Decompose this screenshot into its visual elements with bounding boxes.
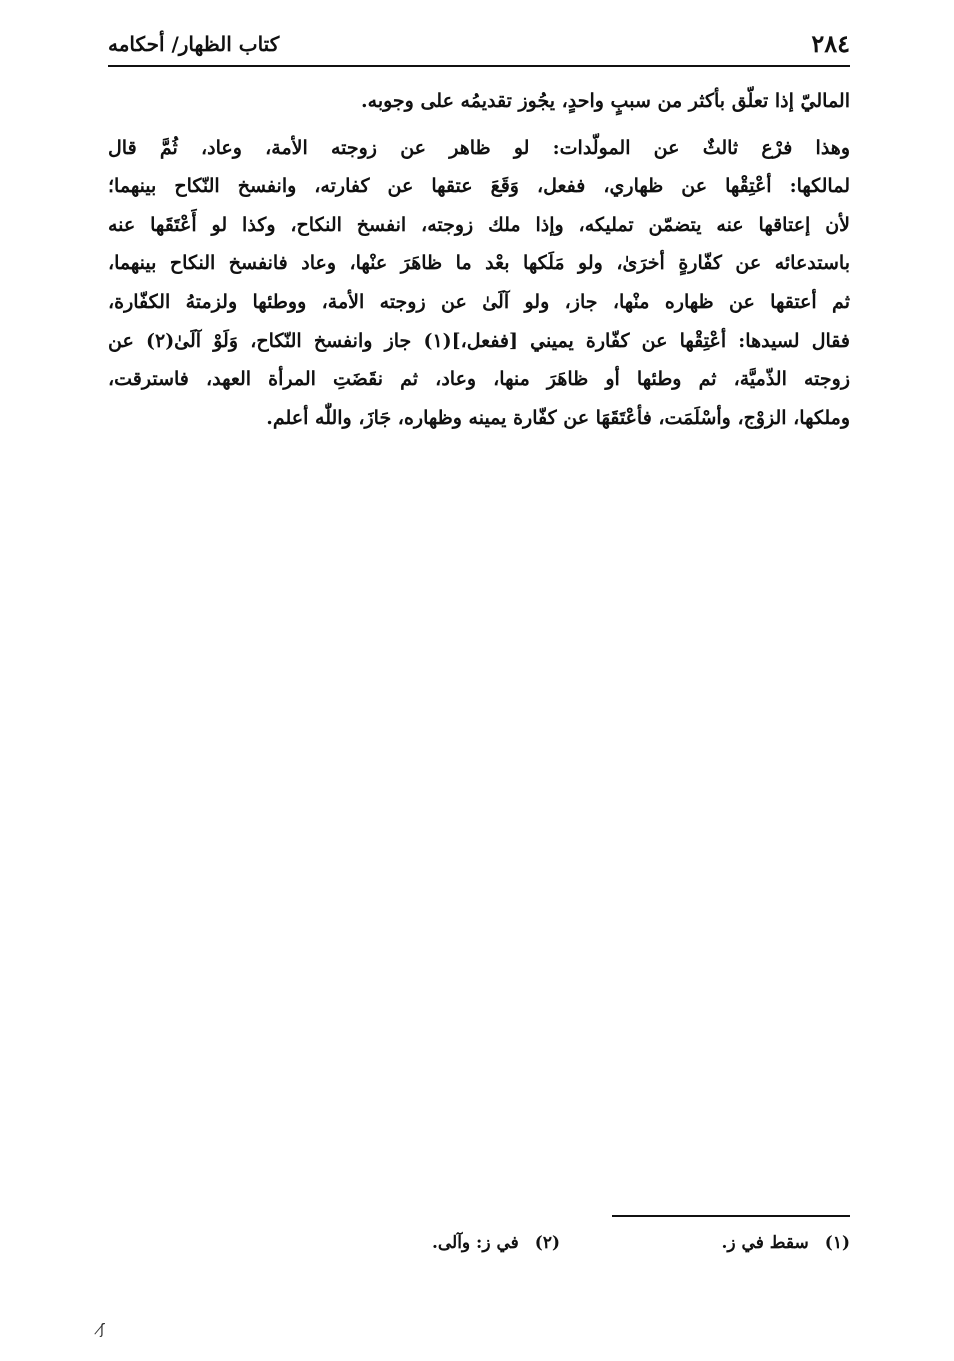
text-line: باستدعائه عن كفّارةٍ أخرَىٰ، ولو مَلَكها بعْد ما ظاهَرَ عنْها، وعاد فانفسخ النكاح بينهما،: [108, 252, 850, 275]
footnote-number: (٢): [534, 1233, 560, 1253]
footnote-2: [432, 1228, 560, 1258]
footnote-text: في ز: وآلى.: [431, 1233, 519, 1253]
footnote-1: [722, 1228, 850, 1258]
footnote-number: (١): [824, 1233, 850, 1253]
text-line: زوجته الذّميَّة، ثم وطئها أو ظاهَرَ منها، وعاد، ثم نقَضَتِ المرأة العهد، فاسترقت،: [108, 368, 850, 391]
footnotes: [300, 1228, 850, 1262]
page-number: ٢٨٤: [811, 29, 850, 58]
text-line: وملكها، الزوْج، وأسْلَمَت، فأعْتَقَهَا عن كفّارة يمينه وظهاره، جَازَ، واللّٰه أعلم.: [266, 406, 850, 429]
page-header: [108, 30, 850, 60]
footnote-text: سقط في ز.: [721, 1233, 809, 1253]
header-rule: [108, 65, 850, 67]
paragraph-1: [108, 82, 850, 121]
text-line: لأن إعتاقها عنه يتضمّن تمليكه، وإذا ملك زوجته، انفسخ النكاح، وكذا لو أَعْتَقَها عنه: [108, 213, 850, 236]
stray-pen-mark: ʃ̸: [100, 1322, 105, 1338]
text-line: وهذا فرْع ثالثٌ عن المولّدات: لو ظاهر عن زوجته الأمة، وعاد، ثُمَّ قال: [108, 136, 850, 159]
text-line: لمالكها: أعْتِقْها عن ظهاري، ففعل، وَقَعَ عتقها عن كفارته، وانفسخ النّكاح بينهما؛: [108, 175, 850, 198]
running-title: كتاب الظهار/ أحكامه: [108, 32, 280, 56]
paragraph-2: [108, 129, 850, 438]
footnote-rule: [612, 1215, 850, 1217]
text-line: فقال لسيدها: أعْتِقْها عن كفّارة يميني [ففعل،](١) جاز وانفسخ النّكاح، وَلَوْ آلَىٰ(٢) عن: [108, 329, 851, 352]
text-line: الماليّ إذا تعلّق بأكثر من سببٍ واحدٍ، يجُوز تقديمُه على وجوبه.: [361, 90, 850, 112]
text-line: ثم أعتقها عن ظهاره منْها، جاز، ولو آلَىٰ عن زوجته الأمة، ووطئها ولزمتهُ الكفّارة،: [108, 290, 850, 313]
main-text: [108, 82, 850, 437]
